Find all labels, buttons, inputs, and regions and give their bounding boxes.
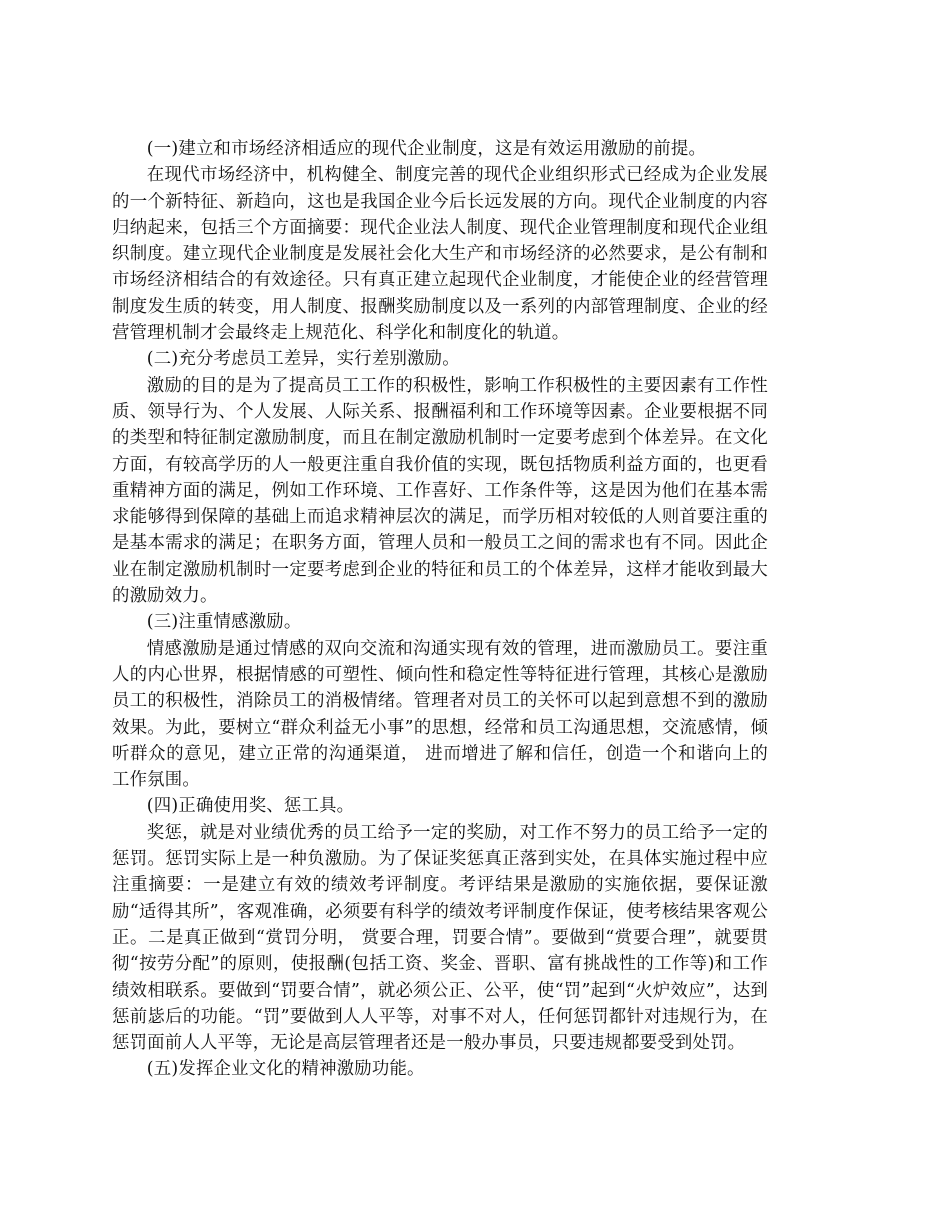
body-paragraph-1: 在现代市场经济中，机构健全、制度完善的现代企业组织形式已经成为企业发展的一个新特征、新趋向，这也是我国企业今后长远发展的方向。现代企业制度的内容归纳起来，包括三个方面摘要：现代企业法人制度、现代企业管理制度和现代企业组织制度。建立现代企业制度是发展社会化大生产和市场经济的必然要求，是公有制和市场经济相结合的有效途径。只有真正建立起现代企业制度，才能使企业的经营管理制度发生质的转变，用人制度、报酬奖励制度以及一系列的内部管理制度、企业的经营管理机制才会最终走上规范化、科学化和制度化的轨道。 <box>112 165 768 344</box>
document-page <box>112 136 768 1083</box>
section-heading-3: (三)注重情感激励。 <box>146 612 302 633</box>
section-heading-5: (五)发挥企业文化的精神激励功能。 <box>146 1059 425 1080</box>
body-paragraph-3: 情感激励是通过情感的双向交流和沟通实现有效的管理，进而激励员工。要注重人的内心世界，根据情感的可塑性、倾向性和稳定性等特征进行管理，其核心是激励员工的积极性，消除员工的消极情绪。管理者对员工的关怀可以起到意想不到的激励效果。为此，要树立“群众利益无小事”的思想，经常和员工沟通思想，交流感情，倾听群众的意见，建立正常的沟通渠道， 进而增进了解和信任，创造一个和谐向上的工作氛围。 <box>112 638 768 791</box>
section-heading-4: (四)正确使用奖、惩工具。 <box>146 796 355 817</box>
body-paragraph-2: 激励的目的是为了提高员工工作的积极性，影响工作积极性的主要因素有工作性质、领导行为、个人发展、人际关系、报酬福利和工作环境等因素。企业要根据不同的类型和特征制定激励制度，而且在制定激励机制时一定要考虑到个体差异。在文化方面，有较高学历的人一般更注重自我价值的实现，既包括物质利益方面的，也更看重精神方面的满足，例如工作环境、工作喜好、工作条件等，这是因为他们在基本需求能够得到保障的基础上而追求精神层次的满足，而学历相对较低的人则首要注重的是基本需求的满足；在职务方面，管理人员和一般员工之间的需求也有不同。因此企业在制定激励机制时一定要考虑到企业的特征和员工的个体差异，这样才能收到最大的激励效力。 <box>112 375 768 607</box>
section-heading-1: (一)建立和市场经济相适应的现代企业制度，这是有效运用激励的前提。 <box>146 139 707 159</box>
body-paragraph-4: 奖惩，就是对业绩优秀的员工给予一定的奖励，对工作不努力的员工给予一定的惩罚。惩罚实际上是一种负激励。为了保证奖惩真正落到实处，在具体实施过程中应注重摘要：一是建立有效的绩效考评制度。考评结果是激励的实施依据，要保证激励“适得其所”，客观准确，必须要有科学的绩效考评制度作保证，使考核结果客观公正。二是真正做到“赏罚分明， 赏要合理，罚要合情”。要做到“赏要合理”，就要贯彻“按劳分配”的原则，使报酬(包括工资、奖金、晋职、富有挑战性的工作等)和工作绩效相联系。要做到“罚要合情”，就必须公正、公平，使“罚”起到“火炉效应”，达到惩前毖后的功能。“罚”要做到人人平等，对事不对人，任何惩罚都针对违规行为，在惩罚面前人人平等，无论是高层管理者还是一般办事员，只要违规都要受到处罚。 <box>112 822 768 1054</box>
section-heading-2: (二)充分考虑员工差异，实行差别激励。 <box>146 349 460 370</box>
